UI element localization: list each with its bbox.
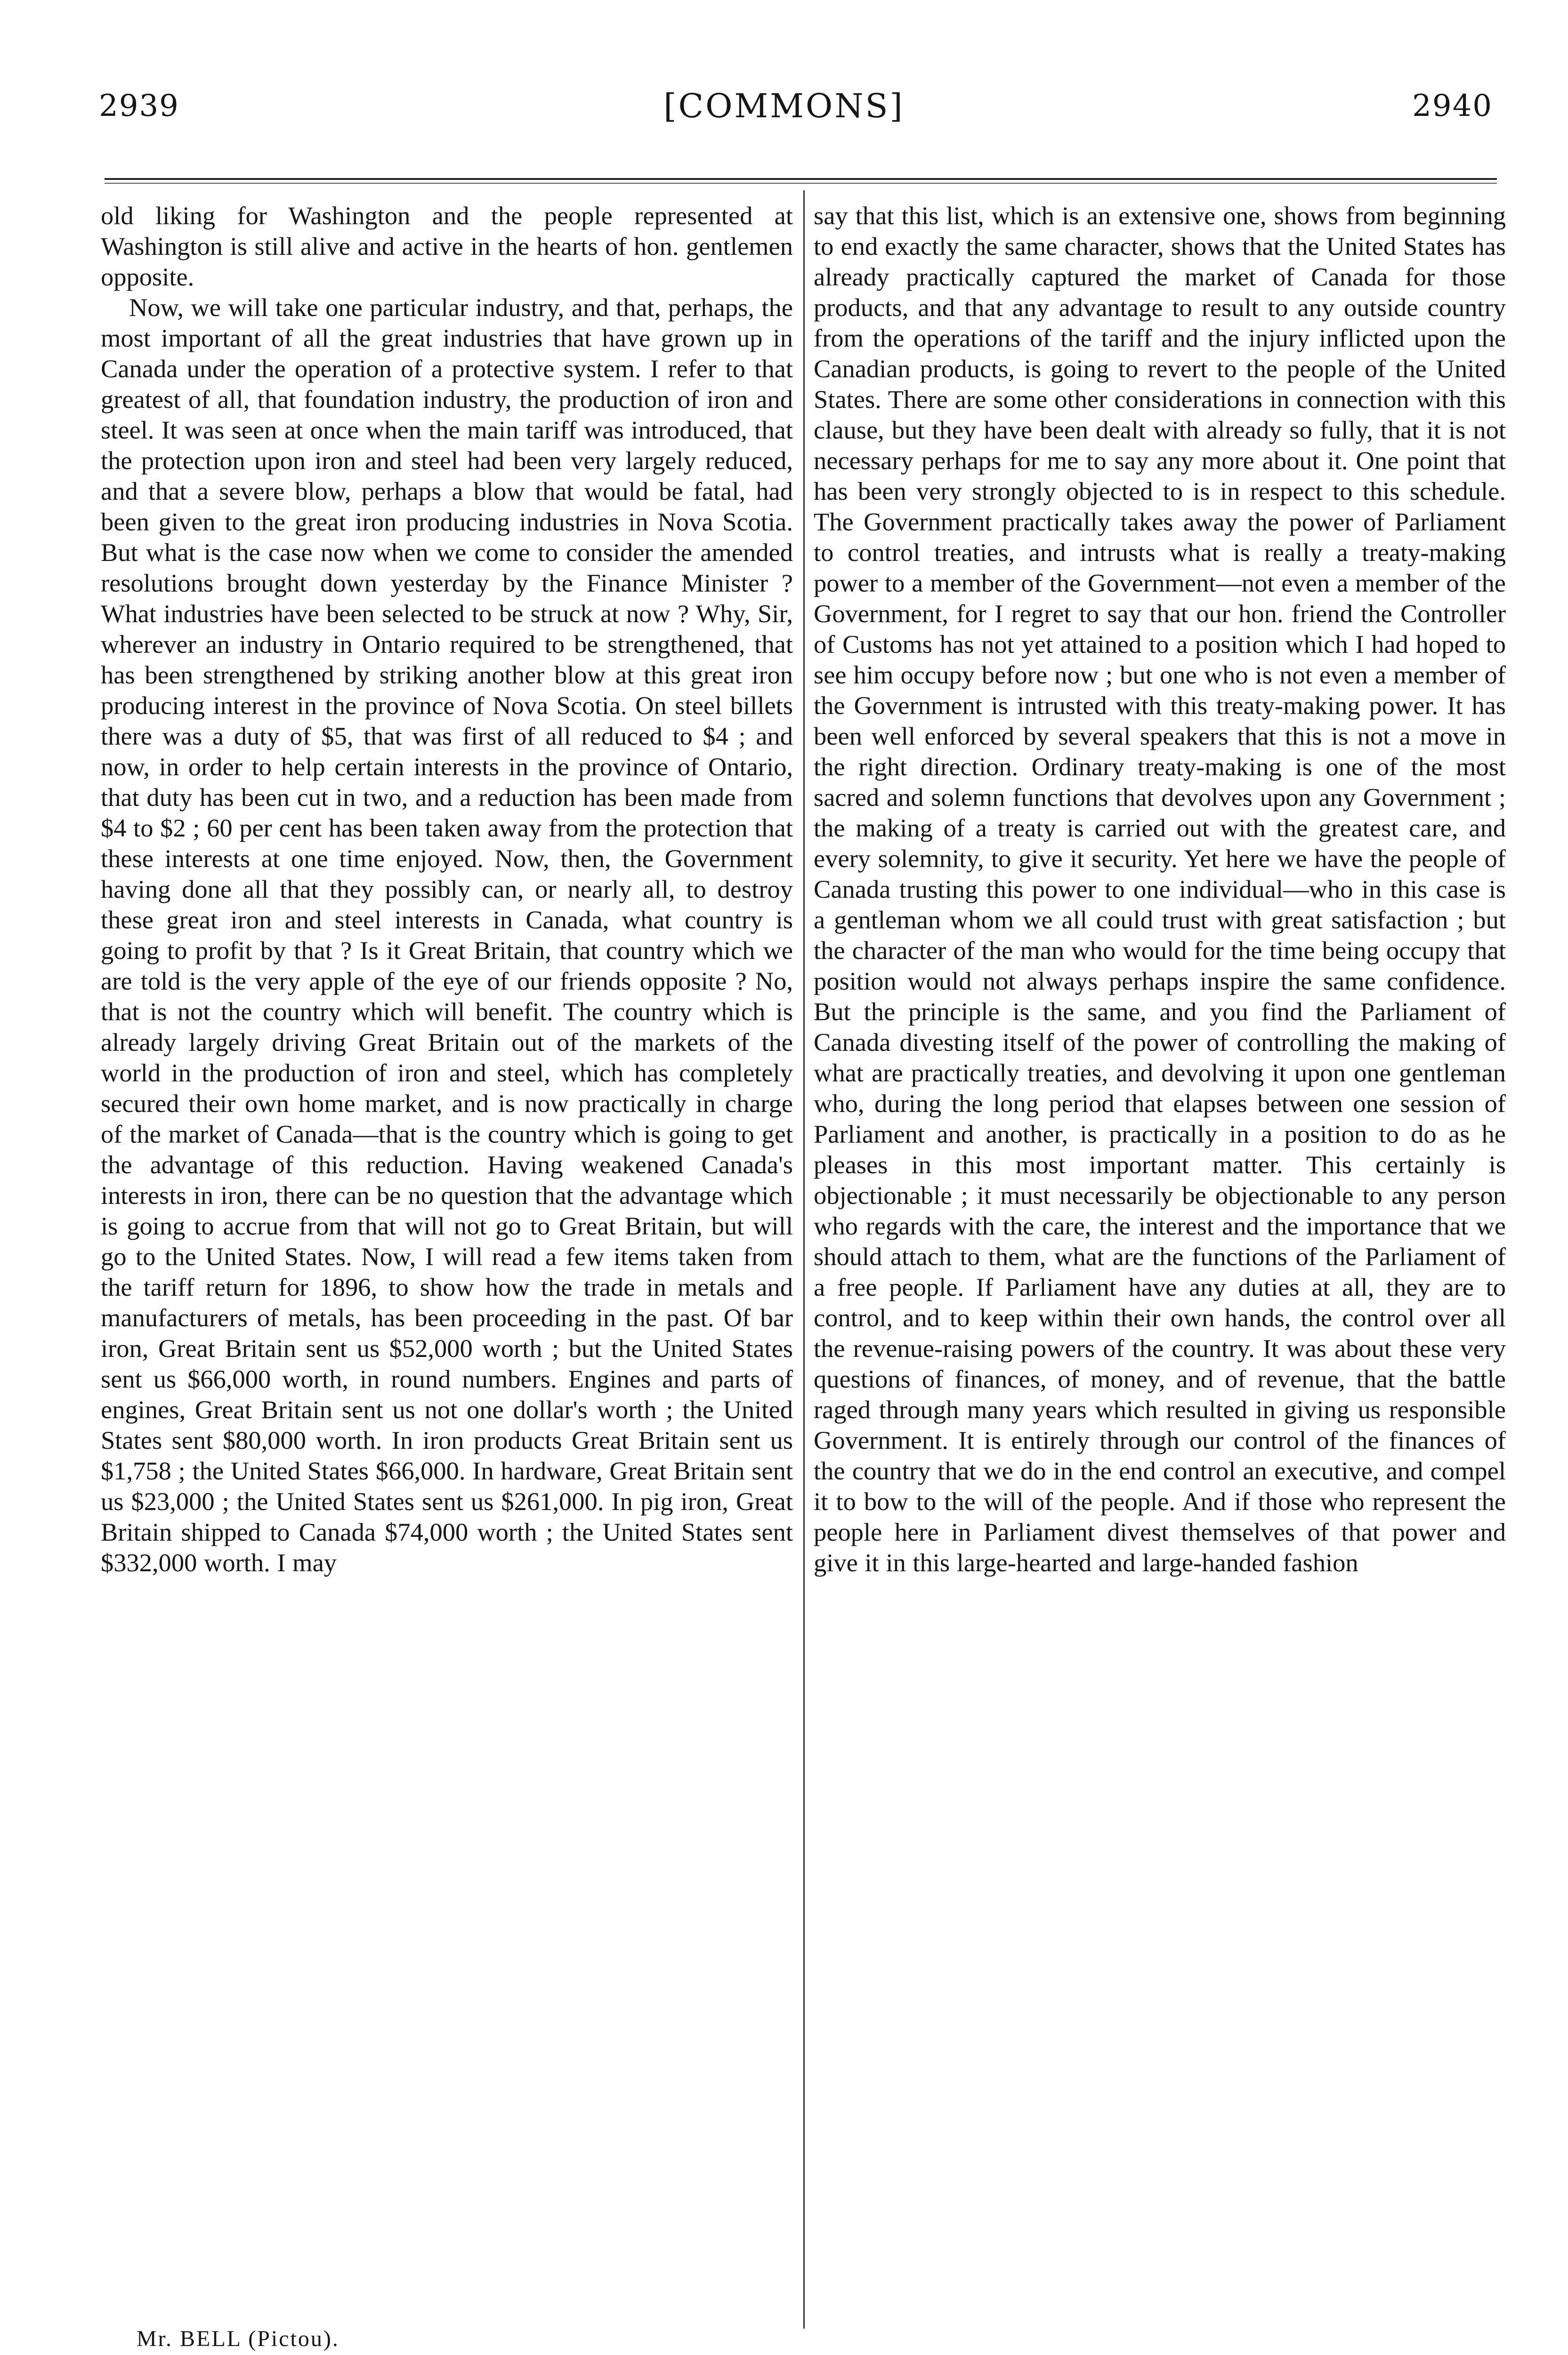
running-title: [COMMONS] [663, 87, 905, 125]
paragraph: old liking for Washington and the people represented at Washington is still alive and active in the hearts of hon. gentlemen opposite. [101, 201, 793, 291]
page-number-right: 2940 [1412, 89, 1493, 123]
column-divider [803, 190, 805, 2329]
left-column [101, 200, 793, 1578]
header-rule [105, 178, 1497, 180]
page-header [0, 0, 1568, 141]
right-column [814, 200, 1506, 1578]
page-number-left: 2939 [99, 89, 179, 123]
header-rule-thin [105, 183, 1497, 184]
paragraph: say that this list, which is an extensive one, shows from beginning to end exactly the same character, shows that the United States has already practically captured the market of Canada for those products, and that any advantage to result to any outside country from the operations of the tariff and the injury inflicted upon the Canadian products, is going to revert to the people of the United States. There are some other considerations in connection with this clause, but they have been dealt with already so fully, that it is not necessary perhaps for me to say any more about it. One point that has been very strongly objected to is in respect to this schedule. The Government practically takes away the power of Parliament to control treaties, and intrusts what is really a treaty-making power to a member of the Government—not even a member of the Government, for I regret to say that our hon. friend the Controller of Customs has not yet attained to a position which I had hoped to see him occupy before now ; but one who is not even a member of the Government is intrusted with this treaty-making power. It has been well enforced by several speakers that this is not a move in the right direction. Ordinary treaty-making is one of the most sacred and solemn functions that devolves upon any Government ; the making of a treaty is carried out with the greatest care, and every solemnity, to give it security. Yet here we have the people of Canada trusting this power to one individual—who in this case is a gentleman whom we all could trust with great satisfaction ; but the character of the man who would for the time being occupy that position would not always perhaps inspire the same confidence. But the principle is the same, and you find the Parliament of Canada divesting itself of the power of controlling the making of what are practically treaties, and devolving it upon one gentleman who, during the long period that elapses between one session of Parliament and another, is practically in a position to do as he pleases in this most important matter. This certainly is objectionable ; it must necessarily be objectionable to any person who regards with the care, the interest and the importance that we should attach to them, what are the functions of the Parliament of a free people. If Parliament have any duties at all, they are to control, and to keep within their own hands, the control over all the revenue-raising powers of the country. It was about these very questions of finances, of money, and of revenue, that the battle raged through many years which resulted in giving us responsible Government. It is entirely through our control of the finances of the country that we do in the end control an executive, and compel it to bow to the will of the people. And if those who represent the people here in Parliament divest themselves of that power and give it in this large-hearted and large-handed fashion [814, 201, 1506, 1577]
paragraph: Now, we will take one particular industry, and that, perhaps, the most important of all the great industries that have grown up in Canada under the operation of a protective system. I refer to that greatest of all, that foundation industry, the production of iron and steel. It was seen at once when the main tariff was introduced, that the protection upon iron and steel had been very largely reduced, and that a severe blow, perhaps a blow that would be fatal, had been given to the great iron producing industries in Nova Scotia. But what is the case now when we come to consider the amended resolutions brought down yesterday by the Finance Minister ? What industries have been selected to be struck at now ? Why, Sir, wherever an industry in Ontario required to be strengthened, that has been strengthened by striking another blow at this great iron producing interest in the province of Nova Scotia. On steel billets there was a duty of $5, that was first of all reduced to $4 ; and now, in order to help certain interests in the province of Ontario, that duty has been cut in two, and a reduction has been made from $4 to $2 ; 60 per cent has been taken away from the protection that these interests at one time enjoyed. Now, then, the Government having done all that they possibly can, or nearly all, to destroy these great iron and steel interests in Canada, what country is going to profit by that ? Is it Great Britain, that country which we are told is the very apple of the eye of our friends opposite ? No, that is not the country which will benefit. The country which is already largely driving Great Britain out of the markets of the world in the production of iron and steel, which has completely secured their own home market, and is now practically in charge of the market of Canada—that is the country which is going to get the advantage of this reduction. Having weakened Canada's interests in iron, there can be no question that the advantage which is going to accrue from that will not go to Great Britain, but will go to the United States. Now, I will read a few items taken from the tariff return for 1896, to show how the trade in metals and manufacturers of metals, has been proceeding in the past. Of bar iron, Great Britain sent us $52,000 worth ; but the United States sent us $66,000 worth, in round numbers. Engines and parts of engines, Great Britain sent us not one dollar's worth ; the United States sent $80,000 worth. In iron products Great Britain sent us $1,758 ; the United States $66,000. In hardware, Great Britain sent us $23,000 ; the United States sent us $261,000. In pig iron, Great Britain shipped to Canada $74,000 worth ; the United States sent $332,000 worth. I may [101, 293, 793, 1577]
speaker-footer: Mr. BELL (Pictou). [137, 2326, 339, 2351]
